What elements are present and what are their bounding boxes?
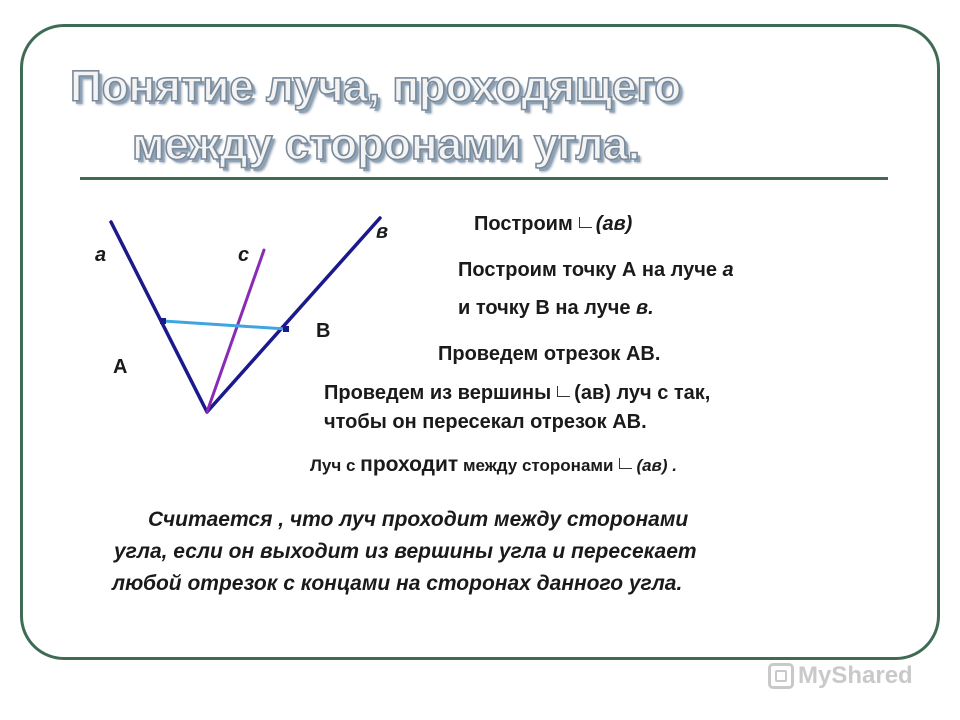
step-construct-point-b <box>458 294 654 322</box>
conclusion-verb: проходит <box>360 453 459 476</box>
label-ray-v: в <box>376 221 389 243</box>
conclusion-post: между сторонами <box>458 456 614 475</box>
angle-icon <box>619 458 632 469</box>
conclusion-pre: Луч с <box>310 456 361 475</box>
step-construct-point-a <box>458 256 734 284</box>
step-draw-ray-line2: чтобы он пересекал отрезок АВ. <box>324 411 647 433</box>
step1-text: Построим <box>474 213 573 235</box>
step2-ray-a: а <box>722 259 734 281</box>
step-construct-angle <box>474 210 632 238</box>
definition-line-3: любой отрезок с концами на сторонах данного угла. <box>112 572 683 595</box>
title-line-2: между сторонами угла. <box>132 120 641 169</box>
label-point-b: В <box>316 320 331 342</box>
point-a-marker <box>160 318 166 324</box>
ray-c <box>207 250 264 412</box>
step1-angle-name: (ав) <box>595 213 633 235</box>
definition-line-2: угла, если он выходит из вершины угла и пересекает <box>114 540 697 563</box>
angle-icon <box>579 217 592 228</box>
label-ray-c: с <box>238 244 250 266</box>
conclusion-angle-name: (ав) . <box>636 456 677 475</box>
step-draw-ray-line1 <box>324 379 710 407</box>
watermark <box>768 656 913 696</box>
step-conclusion <box>310 451 677 480</box>
step-draw-segment: Проведем отрезок АВ. <box>438 343 661 365</box>
step2-line1: Построим точку А на луче <box>458 259 723 281</box>
step4-text-post: (ав) луч с так, <box>574 382 711 404</box>
step2-ray-v: в. <box>636 297 654 319</box>
label-point-a: А <box>113 356 128 378</box>
watermark-text: MyShared <box>798 662 913 689</box>
ray-a <box>111 222 207 412</box>
label-ray-a: а <box>95 244 107 266</box>
angle-icon <box>557 386 570 397</box>
point-b-marker <box>283 326 289 332</box>
step4-text-pre: Проведем из вершины <box>324 382 552 404</box>
definition-line-1: Считается , что луч проходит между сторонами <box>148 508 689 531</box>
myshared-logo-icon <box>768 663 794 689</box>
title-line-1: Понятие луча, проходящего <box>70 62 682 111</box>
segment-ab <box>163 321 286 329</box>
step2-line2: и точку В на луче <box>458 297 637 319</box>
